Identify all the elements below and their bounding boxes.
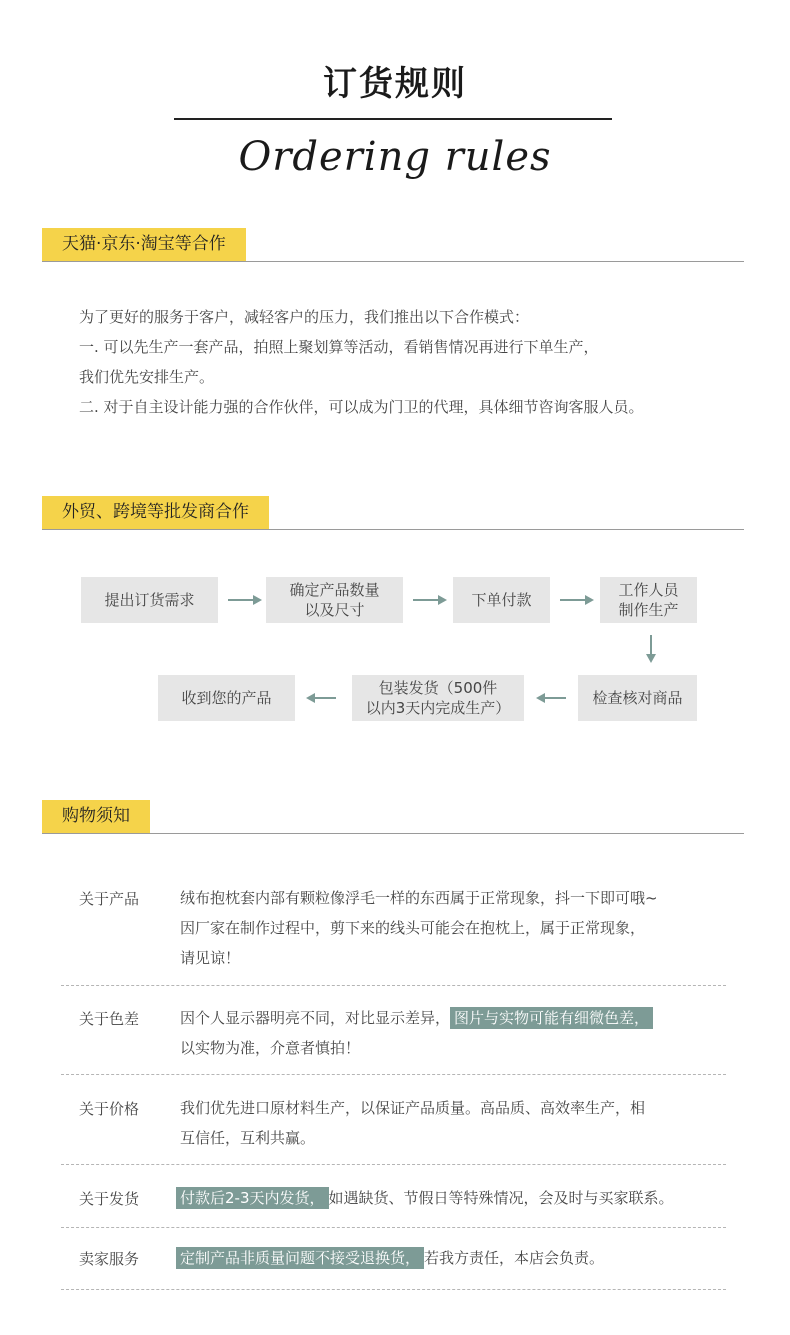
- flow-step-label: 下单付款: [471, 591, 532, 609]
- notice-line: 以实物为准，介意者慎拍！: [180, 1039, 361, 1057]
- notice-label-color: 关于色差: [79, 1010, 140, 1028]
- flow-step-label: 制作生产: [618, 601, 679, 619]
- flow-step-label: 收到您的产品: [181, 689, 272, 707]
- notice-label-price: 关于价格: [79, 1100, 140, 1118]
- notice-line: 若我方责任，本店会负责。: [424, 1249, 605, 1267]
- flow-step-label: 以及尺寸: [304, 601, 365, 619]
- flow-step-confirm: [266, 577, 403, 623]
- notice-label-product: 关于产品: [79, 890, 140, 908]
- page-subtitle: Ordering rules: [238, 134, 552, 180]
- section-divider: [42, 261, 744, 262]
- flow-step-receive: [158, 675, 295, 721]
- notice-text-color: [180, 1003, 730, 1063]
- notice-text-price: [180, 1093, 730, 1153]
- shipping-time-highlight: 付款后2-3天内发货，: [176, 1187, 329, 1209]
- flow-step-production: [600, 577, 697, 623]
- flow-step-label: 包装发货（500件: [378, 679, 498, 697]
- color-difference-highlight: 图片与实物可能有细微色差，: [450, 1007, 653, 1029]
- notice-line: 因厂家在制作过程中，剪下来的线头可能会在抱枕上，属于正常现象，: [180, 919, 646, 937]
- notice-text-shipping: [176, 1183, 736, 1213]
- return-policy-highlight: 定制产品非质量问题不接受退换货，: [176, 1247, 424, 1269]
- notice-line: 请见谅！: [180, 949, 241, 967]
- notice-label-shipping: 关于发货: [79, 1190, 140, 1208]
- cooperation-mode-one-cont: 我们优先安排生产。: [79, 368, 215, 386]
- section-divider: [42, 529, 744, 530]
- notice-line: 互信任，互利共赢。: [180, 1129, 316, 1147]
- section-tab-shopping-notice: 购物须知: [42, 800, 150, 833]
- notice-line: 如遇缺货、节假日等特殊情况，会及时与买家联系。: [328, 1189, 674, 1207]
- notice-text-service: [176, 1243, 726, 1273]
- notice-line: 绒布抱枕套内部有颗粒像浮毛一样的东西属于正常现象，抖一下即可哦~: [180, 889, 658, 907]
- flow-step-inspection: [578, 675, 697, 721]
- flow-step-payment: [453, 577, 550, 623]
- flow-step-label: 确定产品数量: [289, 581, 380, 599]
- notice-text-product: [180, 883, 730, 973]
- flow-step-label: 以内3天内完成生产）: [365, 699, 511, 717]
- row-divider: [61, 985, 726, 986]
- flow-step-label: 工作人员: [618, 581, 679, 599]
- cooperation-intro: 为了更好的服务于客户，减轻客户的压力，我们推出以下合作模式：: [79, 308, 530, 326]
- section-divider: [42, 833, 744, 834]
- flow-arrow-right-icon: [413, 599, 439, 601]
- notice-line: 因个人显示器明亮不同，对比显示差异，: [180, 1009, 451, 1027]
- row-divider: [61, 1164, 726, 1165]
- row-divider: [61, 1227, 726, 1228]
- cooperation-mode-two: 二. 对于自主设计能力强的合作伙伴，可以成为门卫的代理，具体细节咨询客服人员。: [79, 398, 644, 416]
- notice-line: 我们优先进口原材料生产，以保证产品质量。高品质、高效率生产，相: [180, 1099, 646, 1117]
- flow-step-label: 检查核对商品: [592, 689, 683, 707]
- flow-arrow-down-icon: [650, 635, 652, 655]
- row-divider: [61, 1289, 726, 1290]
- section-tab-tmall-jd-taobao: 天猫·京东·淘宝等合作: [42, 228, 246, 261]
- page-title: 订货规则: [323, 64, 467, 104]
- flow-arrow-right-icon: [228, 599, 254, 601]
- flow-step-request: [81, 577, 218, 623]
- flow-arrow-right-icon: [560, 599, 586, 601]
- cooperation-mode-one: 一. 可以先生产一套产品，拍照上聚划算等活动，看销售情况再进行下单生产，: [79, 338, 599, 356]
- flow-arrow-left-icon: [314, 697, 336, 699]
- section-tab-wholesale: 外贸、跨境等批发商合作: [42, 496, 269, 529]
- flow-arrow-left-icon: [544, 697, 566, 699]
- flow-step-packing: [352, 675, 524, 721]
- title-divider: [174, 118, 612, 120]
- row-divider: [61, 1074, 726, 1075]
- notice-label-service: 卖家服务: [79, 1250, 140, 1268]
- flow-step-label: 提出订货需求: [104, 591, 195, 609]
